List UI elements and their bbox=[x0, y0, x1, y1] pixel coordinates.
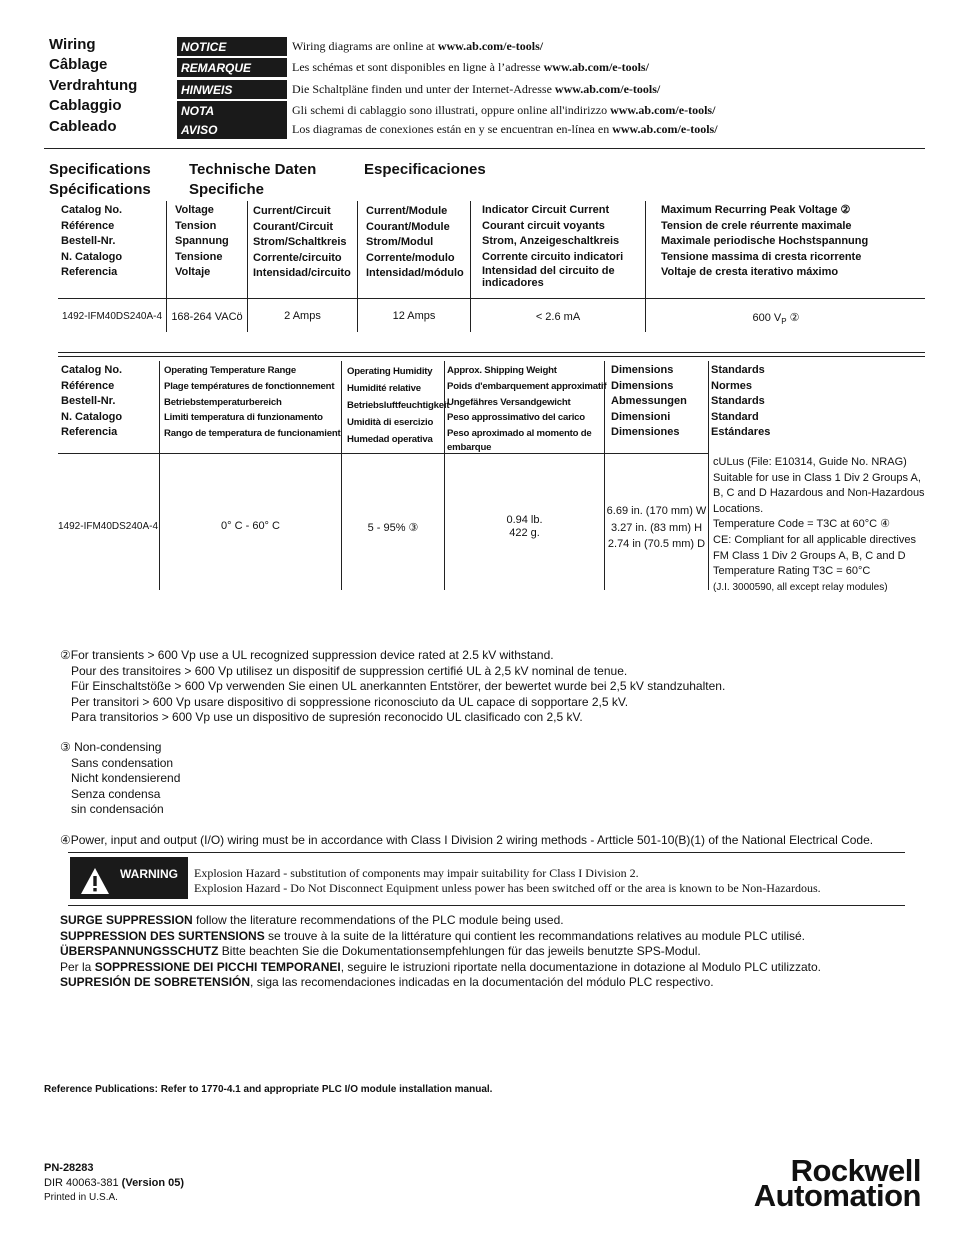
t1-catalog-value: 1492-IFM40DS240A-4 bbox=[62, 311, 163, 322]
footnote-3: ③ Non-condensing Sans condensation Nicht kondensierend Senza condensa sin condensación bbox=[60, 740, 181, 817]
notice-row-es bbox=[177, 120, 954, 139]
wiring-title-de: Verdrahtung bbox=[49, 76, 138, 94]
footnote-4: ④Power, input and output (I/O) wiring must be in accordance with Class I Division 2 wiring methods - Artticle 501-10(B)(1) of the National Electrical Code. bbox=[60, 833, 874, 847]
t2-header-temperature: Operating Temperature Range Plage températures de fonctionnement Betriebstemperaturbereich Limiti temperatura di funzionamento Rango de temperatura de funcionamient bbox=[164, 365, 341, 440]
divider bbox=[58, 352, 925, 353]
spec-heading-3: Especificaciones bbox=[364, 161, 486, 178]
warning-label: WARNING bbox=[120, 867, 178, 881]
notice-link[interactable]: www.ab.com/e-tools/ bbox=[543, 60, 649, 74]
surge-line-en: SURGE SUPPRESSION follow the literature recommendations of the PLC module being used. bbox=[60, 913, 564, 927]
t2-dimensions-value: 6.69 in. (170 mm) W 3.27 in. (83 mm) H 2.74 in (70.5 mm) D bbox=[606, 505, 707, 550]
t2-humidity-value: 5 - 95% ③ bbox=[367, 522, 419, 534]
notice-text: Die Schaltpläne finden und unter der Internet-Adresse bbox=[292, 82, 555, 96]
wiring-title-es: Cableado bbox=[49, 117, 117, 135]
divider bbox=[68, 905, 905, 906]
wiring-title-en: Wiring bbox=[49, 36, 96, 53]
wiring-title-fr: Câblage bbox=[49, 56, 108, 74]
notice-text: Gli schemi di cablaggio sono illustrati, oppure online all'indirizzo bbox=[292, 103, 611, 117]
spec-heading-2: Technische Daten Specifiche bbox=[189, 161, 317, 198]
t1-current-circuit-value: 2 Amps bbox=[284, 310, 321, 322]
notice-badge: AVISO bbox=[177, 120, 287, 139]
t1-header-current-module: Current/Module Courant/Module Strom/Modul Corrente/modulo Intensidad/módulo bbox=[366, 205, 464, 280]
divider bbox=[68, 852, 905, 853]
part-number: PN-28283 bbox=[44, 1162, 94, 1174]
divider bbox=[58, 356, 925, 357]
rockwell-automation-logo: Rockwell Automation bbox=[753, 1153, 921, 1213]
t1-current-module-value: 12 Amps bbox=[392, 310, 436, 322]
notice-link[interactable]: www.ab.com/e-tools/ bbox=[612, 122, 718, 136]
wiring-title-it: Cablaggio bbox=[49, 97, 122, 115]
notice-badge: REMARQUE bbox=[177, 58, 287, 77]
notice-row-it bbox=[177, 101, 954, 120]
notice-text: Los diagramas de conexiones están en y se encuentran en-línea en bbox=[292, 122, 613, 136]
notice-badge: NOTA bbox=[177, 101, 287, 120]
t1-header-indicator: Indicator Circuit Current Courant circuit voyants Strom, Anzeigeschaltkreis Corrente circuito indicatori Intensidad del circuito de indicadores bbox=[482, 204, 624, 290]
notice-row-de bbox=[177, 80, 954, 99]
surge-line-fr: SUPPRESSION DES SURTENSIONS se trouve à la suite de la littérature qui contient les recommandations relatives au module PLC utilisé. bbox=[60, 928, 805, 943]
t2-header-catalog: Catalog No. Référence Bestell-Nr. N. Catalogo Referencia bbox=[61, 364, 123, 439]
t1-voltage-value: 168-264 VACö bbox=[171, 311, 243, 323]
warning-triangle-icon bbox=[80, 867, 110, 900]
wiring-titles bbox=[49, 35, 137, 137]
notice-row-en bbox=[177, 37, 954, 56]
notice-link[interactable]: www.ab.com/e-tools/ bbox=[437, 39, 544, 53]
notice-badge: HINWEIS bbox=[177, 80, 287, 99]
t2-standards-value: cULus (File: E10314, Guide No. NRAG) Suitable for use in Class 1 Div 2 Groups A, B, C and D Hazardous and Non-Hazardous Locations. Temperature Code = T3C at 60°C ④ CE: Compliant for all applicable directives FM Class 1 Div 2 Groups A, B, C and D Temperature Rating T3C = 60°C (J.I. 3000590, all except relay modules) bbox=[713, 456, 925, 593]
t1-header-voltage: Voltage Tension Spannung Tensione Voltaje bbox=[175, 204, 229, 279]
t1-header-catalog: Catalog No. Référence Bestell-Nr. N. Catalogo Referencia bbox=[61, 204, 123, 279]
t1-indicator-value: < 2.6 mA bbox=[535, 311, 581, 323]
notice-text: Wiring diagrams are online at bbox=[292, 39, 438, 53]
notice-badge: NOTICE bbox=[177, 37, 287, 56]
dir-number: DIR 40063-381 (Version 05) bbox=[44, 1177, 185, 1189]
notice-link[interactable]: www.ab.com/e-tools/ bbox=[554, 82, 661, 96]
t1-peak-voltage-value: 600 $V_P$ ② bbox=[752, 312, 800, 327]
reference-publications: Reference Publications: Refer to 1770-4.1 and appropriate PLC I/O module installation manual. bbox=[44, 1084, 493, 1095]
notice-link[interactable]: www.ab.com/e-tools/ bbox=[610, 103, 716, 117]
divider bbox=[44, 148, 925, 149]
t2-weight-value: 0.94 lb. 422 g. bbox=[506, 514, 543, 539]
printed-in: Printed in U.S.A. bbox=[44, 1192, 118, 1203]
t2-header-weight: Approx. Shipping Weight Poids d'embarquement approximatif Ungefähres Versandgewicht Peso approssimativo del carico Peso aproximado al momento de embarque bbox=[447, 365, 607, 453]
surge-suppression bbox=[60, 913, 821, 991]
t2-header-dimensions: Dimensions Dimensions Abmessungen Dimensioni Dimensiones bbox=[611, 364, 687, 439]
t1-header-peak-voltage: Maximum Recurring Peak Voltage ② Tension de crele réurrente maximale Maximale periodische Hochstspannung Tensione massima di cresta ricorrente Voltaje de cresta iterativo máximo bbox=[661, 204, 869, 279]
spec-heading-1: Specifications Spécifications bbox=[49, 161, 151, 198]
warning-text: Explosion Hazard - substitution of components may impair suitability for Class I Division 2. Explosion Hazard - Do Not Disconnect Equipment unless power has been switched off or the area is known to be Non-Hazardous. bbox=[194, 866, 821, 895]
surge-line-de: ÜBERSPANNUNGSSCHUTZ Bitte beachten Sie die Dokumentationsempfehlungen für das jeweils benutzte SPS-Modul. bbox=[60, 944, 701, 959]
t1-header-current-circuit: Current/Circuit Courant/Circuit Strom/Schaltkreis Corrente/circuito Intensidad/circuito bbox=[253, 205, 351, 280]
t2-temp-value: 0° C - 60° C bbox=[221, 520, 280, 532]
t2-catalog-value: 1492-IFM40DS240A-4 bbox=[58, 521, 159, 532]
footer-info bbox=[44, 1161, 184, 1204]
t2-header-humidity: Operating Humidity Humidité relative Betriebsluftfeuchtigkeit Umidità di esercizio Humedad operativa bbox=[347, 366, 450, 445]
surge-line-es: SUPRESIÓN DE SOBRETENSIÓN, siga las recomendaciones indicadas en la documentación del módulo PLC respectivo. bbox=[60, 975, 714, 990]
notice-row-fr bbox=[177, 58, 954, 77]
notice-text: Les schémas et sont disponibles en ligne à l’adresse bbox=[292, 60, 544, 74]
surge-line-it: Per la SOPPRESSIONE DEI PICCHI TEMPORANEI, seguire le istruzioni riportate nella documentazione in dotazione al Modulo PLC utilizzato. bbox=[60, 959, 822, 974]
footnote-2: ②For transients > 600 Vp use a UL recognized suppression device rated at 2.5 kV withstand. Pour des transitoires > 600 Vp utilisez un dispositif de suppression certifié UL à 2,5 kV nominal de tenue. Für Einschaltstöße > 600 Vp verwenden Sie einen UL anerkannten Entstörer, der bewertet wurde bei 2,5 kV standzuhalten. Per transitori > 600 Vp usare dispositivo di soppressione riconosciuto da UL capace di sopportare 2,5 kV. Para transitorios > 600 Vp use un dispositivo de supresión reconocido UL clasificado con 2,5 kV. bbox=[60, 648, 726, 725]
t2-header-standards: Standards Normes Standards Standard Estándares bbox=[711, 364, 771, 439]
